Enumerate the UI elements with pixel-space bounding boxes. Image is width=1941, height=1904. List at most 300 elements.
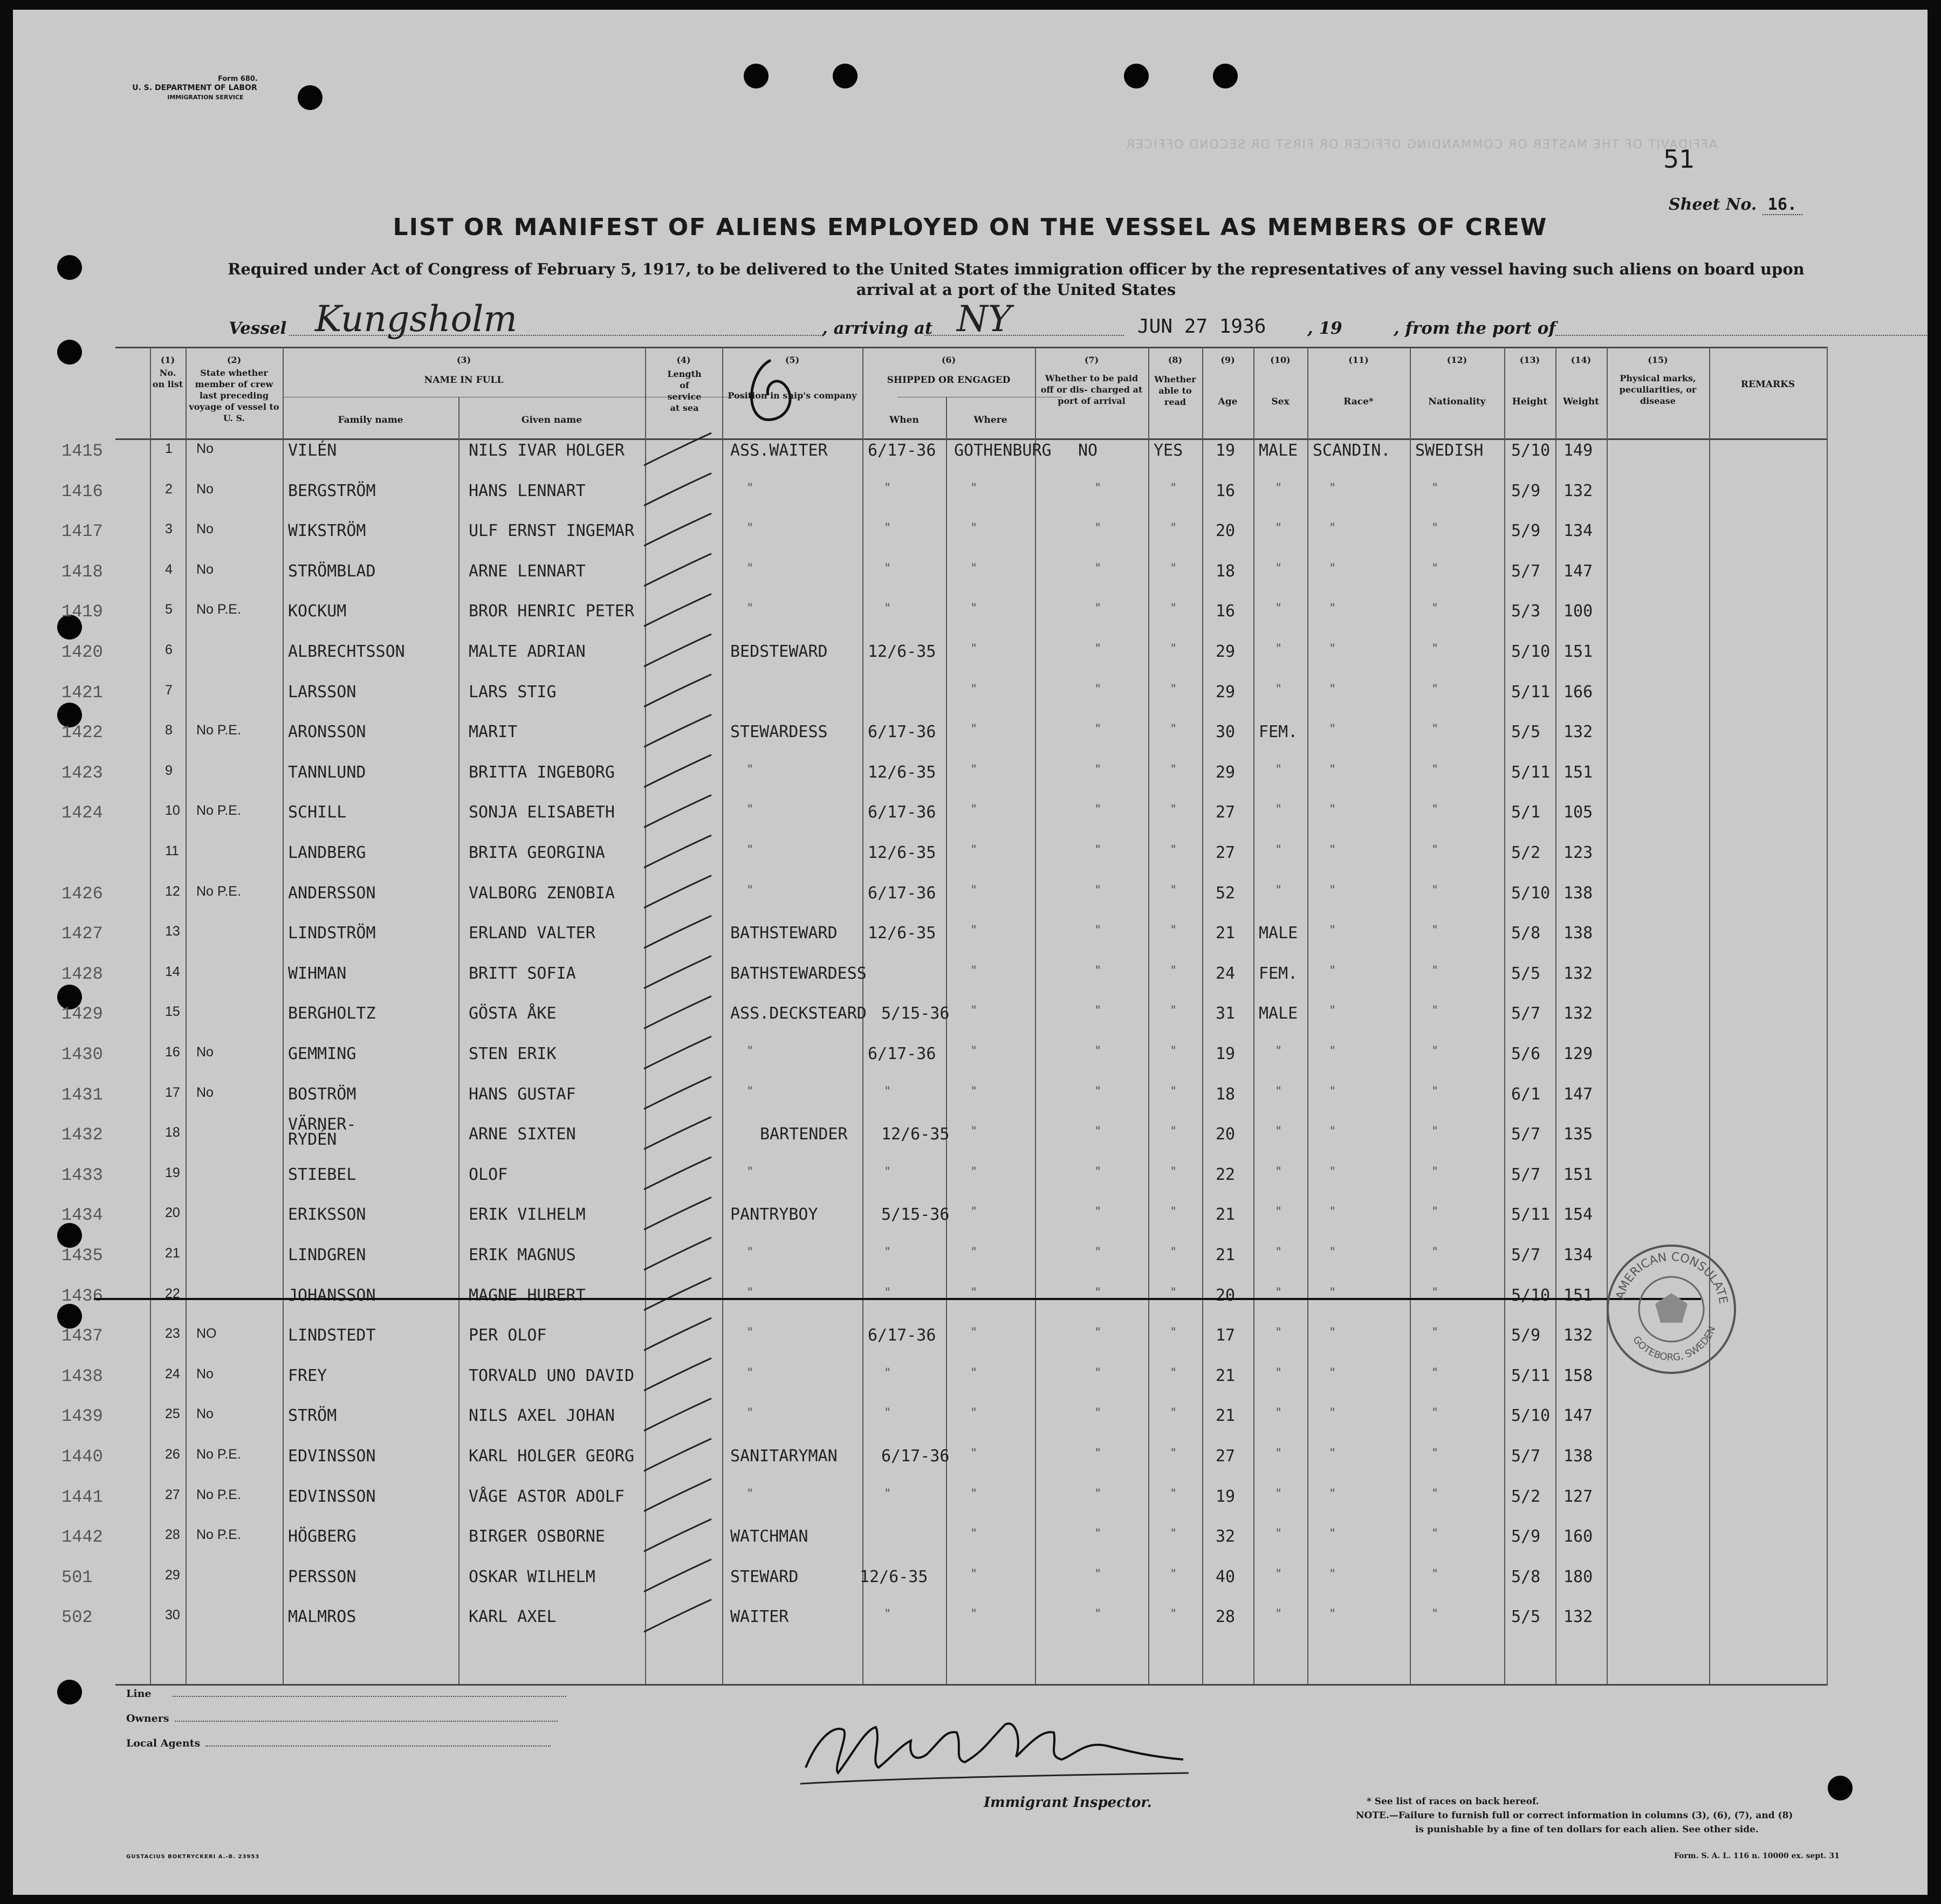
able-to-read: " [1170,1527,1177,1541]
nationality: " [1431,642,1439,656]
age: 31 [1216,1004,1236,1023]
able-to-read: " [1170,642,1177,656]
nationality: SWEDISH [1415,441,1484,460]
able-to-read: " [1170,1487,1177,1501]
height: 5/6 [1511,1044,1541,1063]
shipped-when: " [884,1165,891,1179]
given-name: KARL AXEL [469,1607,557,1627]
paid-off: " [1094,1125,1102,1139]
shipped-when: " [884,481,891,495]
height: 5/5 [1511,723,1541,742]
nationality: " [1431,602,1439,616]
document-subtitle [218,259,1814,300]
list-number: 1 [165,441,173,456]
sex: " [1275,1246,1282,1259]
col-header-nationality: Nationality [1428,396,1486,407]
height: 5/3 [1511,602,1541,621]
paid-off: " [1094,924,1102,938]
shipped-where: " [970,1246,978,1259]
serial-number: 1428 [61,964,103,984]
nationality: " [1431,803,1439,817]
nationality: " [1431,1326,1439,1340]
note-races: * See list of races on back hereof. [1367,1796,1539,1807]
shipped-where: " [970,1326,978,1340]
able-to-read: " [1170,762,1177,776]
list-number: 21 [165,1246,180,1261]
previous-voyage: No P.E. [196,602,241,617]
list-number: 13 [165,924,180,939]
table-row [13,843,1928,881]
nationality: " [1431,1165,1439,1179]
race: " [1329,924,1336,938]
age: 18 [1216,561,1236,581]
position: " [746,1246,754,1259]
subtitle-line: arrival at a port of the United States [856,280,1176,299]
nationality: " [1431,1406,1439,1420]
owners-label: Owners [126,1713,169,1724]
family-name: STRÖM [288,1406,337,1426]
previous-voyage: No [196,441,214,456]
paid-off: " [1094,561,1102,575]
previous-voyage: No [196,1406,214,1422]
punch-hole [744,64,769,88]
list-number: 5 [165,602,173,617]
punch-hole [1828,1776,1853,1800]
age: 52 [1216,883,1236,903]
paid-off: " [1094,1567,1102,1581]
list-number: 22 [165,1286,180,1301]
nationality: " [1431,1246,1439,1259]
sex: " [1275,762,1282,776]
height: 5/7 [1511,1165,1541,1184]
serial-number: 1441 [61,1487,103,1507]
paid-off: " [1094,682,1102,696]
height: 5/11 [1511,762,1551,782]
col-number: (3) [456,355,471,365]
height: 5/7 [1511,1246,1541,1264]
serial-number: 1415 [61,441,103,461]
position: " [746,1165,754,1179]
shipped-where: " [970,1044,978,1058]
race: " [1329,803,1336,817]
sex: " [1275,1165,1282,1179]
serial-number: 1434 [61,1205,103,1226]
given-name: BIRGER OSBORNE [469,1527,605,1546]
col-header-name: NAME IN FULL [424,375,504,386]
col-number: (15) [1648,355,1668,365]
shipped-where: " [970,723,978,737]
able-to-read: " [1170,1004,1177,1018]
manifest-sheet [13,10,1928,1895]
position: " [746,521,754,535]
shipped-when: " [884,1607,891,1621]
list-number: 26 [165,1447,180,1462]
table-row [13,924,1928,961]
serial-number: 1440 [61,1447,103,1467]
weight: 134 [1563,521,1593,541]
position: " [746,602,754,616]
position: WAITER [730,1607,789,1627]
serial-number: 1421 [61,682,103,703]
col-number: (8) [1168,355,1183,365]
nationality: " [1431,1567,1439,1581]
col-number: (10) [1270,355,1291,365]
family-name: LINDSTEDT [288,1326,376,1345]
shipped-when: 5/15-36 [881,1004,950,1023]
list-number: 3 [165,521,173,537]
age: 29 [1216,682,1236,702]
stamp-bottom-text: GOTEBORG, SWEDEN [1630,1324,1718,1364]
nationality: " [1431,1447,1439,1460]
position: " [746,843,754,857]
weight: 132 [1563,964,1593,983]
nationality: " [1431,883,1439,897]
paid-off: " [1094,723,1102,737]
list-number: 19 [165,1165,180,1180]
sex: MALE [1259,441,1298,460]
nationality: " [1431,924,1439,938]
col-number: (13) [1519,355,1540,365]
weight: 138 [1563,1447,1593,1466]
shipped-when: 5/15-36 [881,1205,950,1225]
position: " [746,883,754,897]
paid-off: " [1094,642,1102,656]
table-row [13,964,1928,1002]
table-row [13,763,1928,801]
previous-voyage: No P.E. [196,883,241,899]
svg-text:GOTEBORG, SWEDEN [1630,1325,1718,1364]
given-name: VALBORG ZENOBIA [469,883,615,903]
family-name: KOCKUM [288,602,347,621]
family-name: SCHILL [288,803,347,822]
weight: 151 [1563,762,1593,782]
col-number: (11) [1348,355,1369,365]
sex: " [1275,883,1282,897]
able-to-read: " [1170,1326,1177,1340]
height: 5/9 [1511,521,1541,541]
sex: " [1275,1366,1282,1380]
page-number: 51 [1663,145,1695,174]
punch-hole [833,64,858,88]
family-name: BERGSTRÖM [288,481,376,500]
weight: 123 [1563,843,1593,862]
given-name: OLOF [469,1165,508,1184]
race: " [1329,1406,1336,1420]
sex: " [1275,1447,1282,1460]
family-name: STRÖMBLAD [288,561,376,581]
weight: 138 [1563,924,1593,943]
shipped-when: " [884,561,891,575]
race: " [1329,843,1336,857]
shipped-where: GOTHENBURG [954,441,1052,460]
able-to-read: " [1170,883,1177,897]
previous-voyage: No P.E. [196,803,241,819]
col-number: (12) [1446,355,1467,365]
race: " [1329,1447,1336,1460]
table-row [13,521,1928,559]
family-name: PERSSON [288,1567,356,1586]
position: " [746,1326,754,1340]
given-name: VÅGE ASTOR ADOLF [469,1487,625,1506]
shipped-where: " [970,1406,978,1420]
age: 40 [1216,1567,1236,1586]
given-name: GÖSTA ÅKE [469,1004,557,1023]
weight: 151 [1563,1286,1593,1305]
height: 5/11 [1511,1366,1551,1385]
col-header-weight: Weight [1562,396,1600,407]
table-row [13,1205,1928,1243]
previous-voyage: No [196,521,214,537]
vessel-line [229,298,1814,341]
serial-number: 1416 [61,481,103,501]
shipped-where: " [970,803,978,817]
shipped-when: " [884,1406,891,1420]
col-header-no: No. on list [152,368,183,389]
nationality: " [1431,964,1439,978]
weight: 100 [1563,602,1593,621]
shipped-when: 6/17-36 [881,1447,950,1466]
nationality: " [1431,1205,1439,1219]
list-number: 7 [165,682,173,698]
nationality: " [1431,1044,1439,1058]
shipped-where: " [970,561,978,575]
nationality: " [1431,1004,1439,1018]
consulate-stamp [1604,1242,1739,1377]
position: STEWARD [730,1567,799,1586]
col-number: (6) [941,355,956,365]
list-number: 9 [165,762,173,778]
position: " [746,762,754,776]
table-row [13,1568,1928,1605]
age: 29 [1216,642,1236,661]
able-to-read: " [1170,1205,1177,1219]
previous-voyage: No P.E. [196,1487,241,1502]
race: " [1329,723,1336,737]
family-name: ALBRECHTSSON [288,642,405,661]
paid-off: " [1094,762,1102,776]
race: " [1329,642,1336,656]
list-number: 15 [165,1004,180,1020]
serial-number: 502 [61,1607,93,1628]
shipped-when: " [884,1487,891,1501]
sex: " [1275,803,1282,817]
serial-number: 1427 [61,924,103,944]
position: BEDSTEWARD [730,642,828,661]
shipped-where: " [970,1366,978,1380]
shipped-where: " [970,1567,978,1581]
paid-off: " [1094,1286,1102,1300]
given-name: ULF ERNST INGEMAR [469,521,635,541]
age: 29 [1216,762,1236,782]
shipped-when: 6/17-36 [868,1044,936,1063]
height: 5/7 [1511,1125,1541,1144]
given-name: HANS GUSTAF [469,1084,576,1104]
age: 21 [1216,1205,1236,1225]
printer-imprint: GUSTACIUS BOKTRYCKERI A.-B. 23953 [126,1854,260,1860]
position: " [746,481,754,495]
family-name: VÄRNER-RYDÉN [288,1115,356,1150]
given-name: SONJA ELISABETH [469,803,615,822]
race: " [1329,1004,1336,1018]
age: 22 [1216,1165,1236,1184]
able-to-read: " [1170,843,1177,857]
age: 21 [1216,1406,1236,1426]
given-name: BRITTA INGEBORG [469,762,615,782]
age: 19 [1216,1487,1236,1506]
position: " [746,1044,754,1058]
given-name: KARL HOLGER GEORG [469,1447,635,1466]
weight: 158 [1563,1366,1593,1385]
weight: 147 [1563,561,1593,581]
height: 5/10 [1511,883,1551,903]
shipped-where: " [970,642,978,656]
able-to-read: " [1170,964,1177,978]
family-name: BERGHOLTZ [288,1004,376,1023]
age: 24 [1216,964,1236,983]
col-number: (4) [676,355,691,365]
position: " [746,561,754,575]
sex: " [1275,1125,1282,1139]
col-header-previous-voyage: State whether member of crew last preceding voyage of vessel to U. S. [189,368,279,423]
shipped-when: 12/6-35 [868,762,936,782]
shipped-when: 12/6-35 [868,642,936,661]
punch-hole [1213,64,1238,88]
sex: " [1275,1487,1282,1501]
footer-line [126,1688,566,1700]
paid-off: " [1094,843,1102,857]
age: 27 [1216,1447,1236,1466]
weight: 134 [1563,1246,1593,1264]
nationality: " [1431,1084,1439,1098]
able-to-read: " [1170,1447,1177,1460]
race: " [1329,1165,1336,1179]
list-number: 25 [165,1406,180,1422]
given-name: ERIK MAGNUS [469,1246,576,1264]
able-to-read: " [1170,521,1177,535]
height: 5/7 [1511,561,1541,581]
list-number: 10 [165,803,180,819]
serial-number: 1433 [61,1165,103,1185]
position: PANTRYBOY [730,1205,818,1225]
able-to-read: " [1170,924,1177,938]
row-strikethrough [94,1298,1701,1300]
shipped-where: " [970,1286,978,1300]
position: " [746,1366,754,1380]
position: " [746,1406,754,1420]
given-name: OSKAR WILHELM [469,1567,595,1586]
serial-number: 1431 [61,1084,103,1105]
table-row [13,1447,1928,1484]
age: 30 [1216,723,1236,742]
height: 5/9 [1511,1326,1541,1345]
serial-number: 1438 [61,1366,103,1386]
col-header-paid-off: Whether to be paid off or dis- charged at port of arrival [1040,373,1143,406]
race: " [1329,1527,1336,1541]
position: WATCHMAN [730,1527,808,1546]
col-header-physical-marks: Physical marks, peculiarities, or disease [1619,373,1697,406]
paid-off: NO [1078,441,1098,460]
weight: 147 [1563,1084,1593,1104]
paid-off: " [1094,1044,1102,1058]
sex: " [1275,1205,1282,1219]
height: 5/2 [1511,1487,1541,1506]
nationality: " [1431,1487,1439,1501]
family-name: ERIKSSON [288,1205,366,1225]
able-to-read: " [1170,602,1177,616]
family-name: TANNLUND [288,762,366,782]
weight: 154 [1563,1205,1593,1225]
shipped-when: " [884,1084,891,1098]
shipped-when: 6/17-36 [868,883,936,903]
given-name: PER OLOF [469,1326,547,1345]
nationality: " [1431,762,1439,776]
col-header-sex: Sex [1271,396,1290,407]
age: 21 [1216,1366,1236,1385]
given-name: STEN ERIK [469,1044,557,1063]
sex: FEM. [1259,964,1298,983]
line-label: Line [126,1688,152,1700]
paid-off: " [1094,481,1102,495]
given-name: HANS LENNART [469,481,586,500]
age: 27 [1216,803,1236,822]
sex: " [1275,602,1282,616]
age: 28 [1216,1607,1236,1627]
form-number: Form 680. [218,75,258,83]
nationality: " [1431,682,1439,696]
weight: 180 [1563,1567,1593,1586]
pencil-mark [738,355,808,430]
table-row [13,1004,1928,1042]
col-header-able-to-read: Whether able to read [1154,374,1196,407]
height: 5/10 [1511,1286,1551,1305]
table-row [13,1406,1928,1444]
table-row [13,1165,1928,1203]
height: 5/5 [1511,964,1541,983]
nationality: " [1431,521,1439,535]
col-header-remarks: REMARKS [1740,379,1795,390]
from-port-underline [1555,319,1928,336]
col-header-given-name: Given name [521,415,582,425]
age: 16 [1216,602,1236,621]
position: BATHSTEWARD [730,924,838,943]
height: 5/7 [1511,1004,1541,1023]
family-name: LARSSON [288,682,356,702]
position: STEWARDESS [730,723,828,742]
position: ASS.DECKSTEARD [730,1004,867,1023]
race: " [1329,1125,1336,1139]
weight: 151 [1563,642,1593,661]
col-header-where: Where [973,415,1007,425]
sex: " [1275,1607,1282,1621]
list-number: 30 [165,1607,180,1623]
serial-number: 1422 [61,723,103,743]
col-number: (5) [785,355,800,365]
shipped-where: " [970,1607,978,1621]
weight: 151 [1563,1165,1593,1184]
list-number: 24 [165,1366,180,1381]
footer-owners [126,1713,558,1724]
shipped-when: 12/6-35 [868,924,936,943]
shipped-when: " [884,1246,891,1259]
col-header-height: Height [1512,396,1548,407]
height: 5/11 [1511,682,1551,702]
age: 21 [1216,924,1236,943]
paid-off: " [1094,1406,1102,1420]
sex: " [1275,521,1282,535]
sex: FEM. [1259,723,1298,742]
given-name: BROR HENRIC PETER [469,602,635,621]
position: ASS.WAITER [730,441,828,460]
